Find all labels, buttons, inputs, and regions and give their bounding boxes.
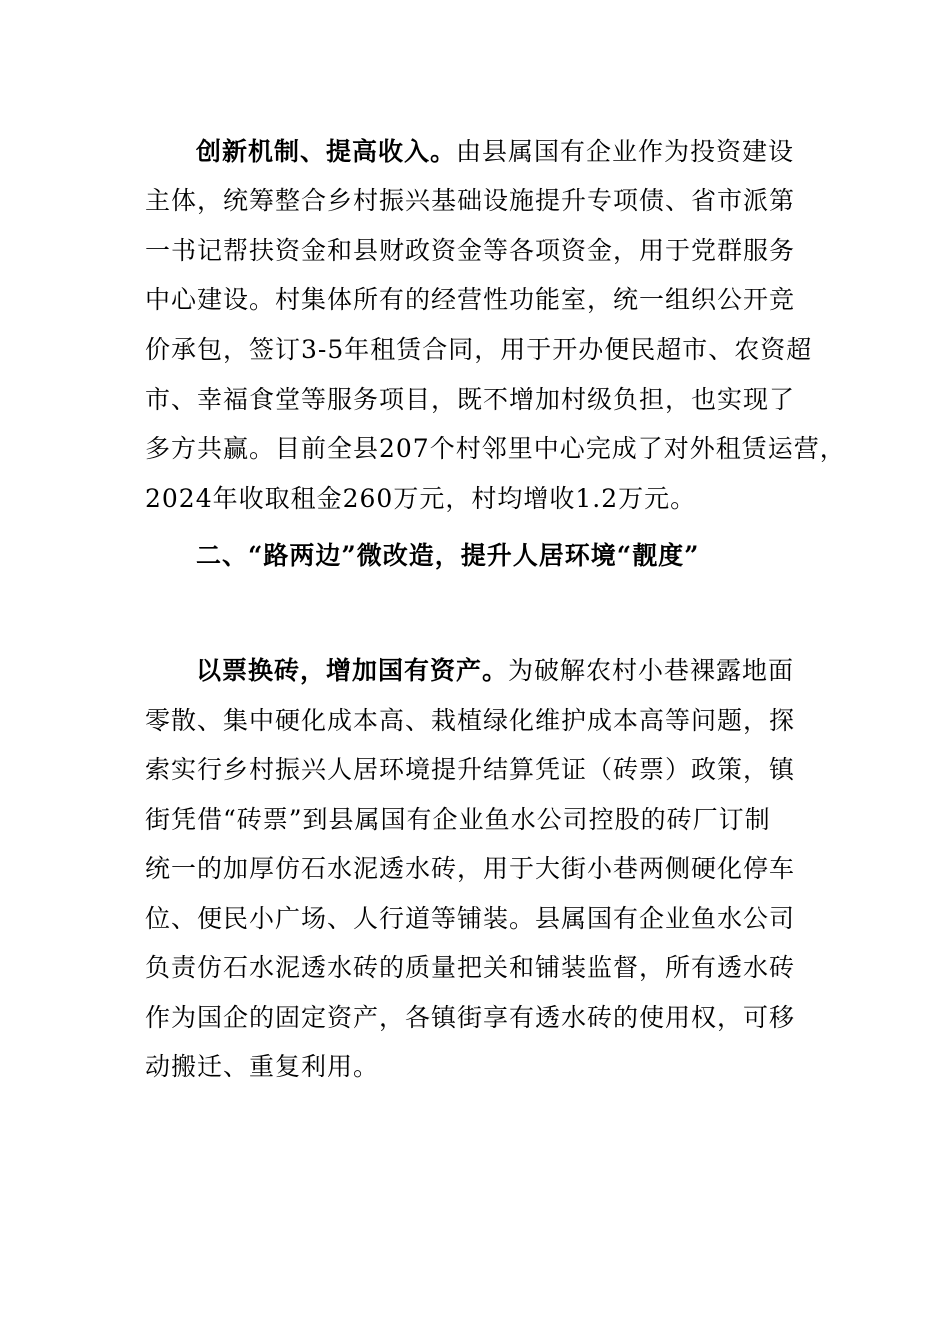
paragraph-2-line-7: 负责仿石水泥透水砖的质量把关和铺装监督，所有透水砖	[145, 953, 796, 982]
paragraph-2-line-9: 动搬迁、重复利用。	[145, 1052, 380, 1081]
paragraph-1-line-3: 一书记帮扶资金和县财政资金等各项资金，用于党群服务	[145, 236, 796, 265]
paragraph-2-line-1	[196, 656, 794, 686]
paragraph-2-text: 为破解农村小巷裸露地面	[508, 656, 795, 685]
paragraph-2-line-2: 零散、集中硬化成本高、栽植绿化维护成本高等问题，探	[145, 706, 796, 735]
paragraph-1-line-8: 2024年收取租金260万元，村均增收1.2万元。	[145, 484, 697, 513]
paragraph-1-line-4: 中心建设。村集体所有的经营性功能室，统一组织公开竞	[145, 285, 796, 314]
paragraph-1-text: 由县属国有企业作为投资建设	[456, 137, 795, 166]
paragraph-2-lead: 以票换砖，增加国有资产。	[196, 656, 509, 685]
paragraph-1-lead: 创新机制、提高收入。	[196, 137, 457, 166]
paragraph-1-line-2: 主体，统筹整合乡村振兴基础设施提升专项债、省市派第	[145, 186, 796, 215]
paragraph-2-line-3: 索实行乡村振兴人居环境提升结算凭证（砖票）政策，镇	[145, 755, 796, 784]
paragraph-2-line-6: 位、便民小广场、人行道等铺装。县属国有企业鱼水公司	[145, 904, 796, 933]
paragraph-2-line-4: 街凭借“砖票”到县属国有企业鱼水公司控股的砖厂订制	[145, 805, 771, 834]
paragraph-1-line-5: 价承包，签订3-5年租赁合同，用于开办便民超市、农资超	[145, 335, 813, 364]
paragraph-1-line-1	[196, 137, 794, 167]
paragraph-1-line-6: 市、幸福食堂等服务项目，既不增加村级负担，也实现了	[145, 385, 796, 414]
paragraph-1-line-7: 多方共赢。目前全县207个村邻里中心完成了对外租赁运营，	[145, 434, 846, 463]
paragraph-2-line-5: 统一的加厚仿石水泥透水砖，用于大街小巷两侧硬化停车	[145, 854, 796, 883]
paragraph-2-line-8: 作为国企的固定资产，各镇街享有透水砖的使用权，可移	[145, 1003, 796, 1032]
section-heading-2: 二、“路两边”微改造，提升人居环境“靓度”	[196, 541, 700, 570]
